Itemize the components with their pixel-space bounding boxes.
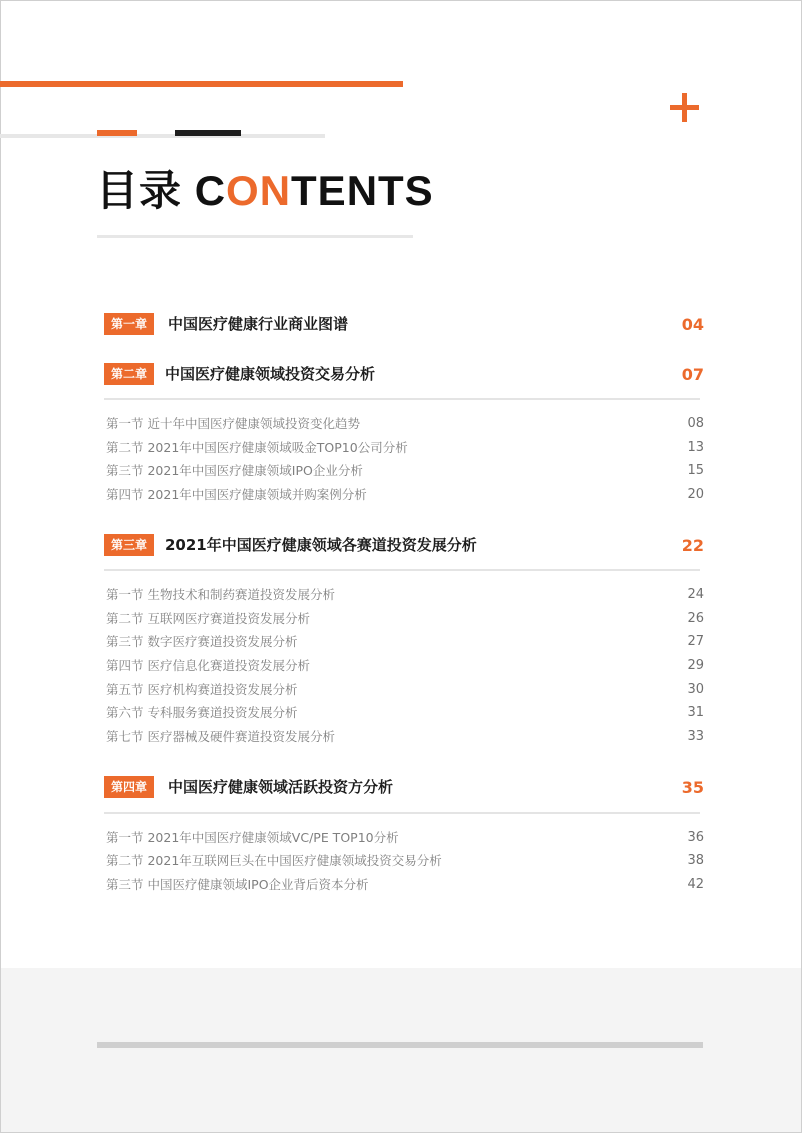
section-page-number: 27 (687, 634, 704, 649)
section-page-number: 13 (687, 440, 704, 455)
section-title[interactable]: 第三节 中国医疗健康领域IPO企业背后资本分析 (106, 877, 369, 892)
page-title-cn: 目录 (96, 167, 183, 214)
section-title[interactable]: 第六节 专科服务赛道投资发展分析 (106, 705, 298, 720)
top-accent-bar (0, 81, 403, 87)
chapter-badge: 第四章 (104, 776, 154, 798)
chapter-title[interactable]: 中国医疗健康行业商业图谱 (168, 315, 349, 333)
chapter-rule (104, 398, 700, 400)
toc-section[interactable] (106, 609, 704, 629)
section-page-number: 29 (687, 658, 704, 673)
chapter-page-number: 04 (681, 315, 704, 334)
section-title[interactable]: 第二节 2021年互联网巨头在中国医疗健康领域投资交易分析 (106, 853, 442, 868)
toc-section[interactable] (106, 414, 704, 434)
plus-icon (669, 92, 701, 124)
section-title[interactable]: 第四节 医疗信息化赛道投资发展分析 (106, 658, 310, 673)
header-accent-orange (97, 130, 137, 136)
section-page-number: 42 (687, 877, 704, 892)
section-page-number: 38 (687, 853, 704, 868)
toc-section[interactable] (106, 438, 704, 458)
toc-section[interactable] (106, 875, 704, 895)
toc-chapter[interactable] (104, 776, 704, 798)
section-page-number: 20 (687, 487, 704, 502)
page-title-en: CONTENTS (194, 167, 434, 214)
chapter-rule (104, 569, 700, 571)
section-page-number: 30 (687, 682, 704, 697)
section-page-number: 15 (687, 463, 704, 478)
toc-section[interactable] (106, 703, 704, 723)
toc-chapter[interactable] (104, 534, 704, 556)
section-page-number: 36 (687, 830, 704, 845)
section-title[interactable]: 第七节 医疗器械及硬件赛道投资发展分析 (106, 729, 335, 744)
section-page-number: 24 (687, 587, 704, 602)
section-page-number: 08 (687, 416, 704, 431)
chapter-title[interactable]: 中国医疗健康领域活跃投资方分析 (168, 778, 394, 796)
section-page-number: 33 (687, 729, 704, 744)
toc-section[interactable] (106, 461, 704, 481)
page-title (96, 164, 434, 218)
toc-section[interactable] (106, 828, 704, 848)
section-title[interactable]: 第一节 生物技术和制药赛道投资发展分析 (106, 587, 335, 602)
section-title[interactable]: 第三节 2021年中国医疗健康领域IPO企业分析 (106, 463, 363, 478)
chapter-title[interactable]: 2021年中国医疗健康领域各赛道投资发展分析 (165, 536, 477, 554)
toc-chapter[interactable] (104, 363, 704, 385)
section-title[interactable]: 第五节 医疗机构赛道投资发展分析 (106, 682, 298, 697)
section-title[interactable]: 第二节 2021年中国医疗健康领域吸金TOP10公司分析 (106, 440, 408, 455)
header-accent-black (175, 130, 241, 136)
toc-section[interactable] (106, 851, 704, 871)
chapter-badge: 第一章 (104, 313, 154, 335)
section-page-number: 26 (687, 611, 704, 626)
chapter-page-number: 07 (681, 365, 704, 384)
section-title[interactable]: 第四节 2021年中国医疗健康领域并购案例分析 (106, 487, 367, 502)
chapter-page-number: 35 (681, 778, 704, 797)
section-title[interactable]: 第三节 数字医疗赛道投资发展分析 (106, 634, 298, 649)
toc-section[interactable] (106, 656, 704, 676)
section-title[interactable]: 第二节 互联网医疗赛道投资发展分析 (106, 611, 310, 626)
chapter-page-number: 22 (681, 536, 704, 555)
chapter-title[interactable]: 中国医疗健康领域投资交易分析 (165, 365, 376, 383)
toc-section[interactable] (106, 727, 704, 747)
chapter-badge: 第二章 (104, 363, 154, 385)
toc-section[interactable] (106, 485, 704, 505)
section-title[interactable]: 第一节 2021年中国医疗健康领域VC/PE TOP10分析 (106, 830, 399, 845)
toc-section[interactable] (106, 632, 704, 652)
footer-rule (97, 1042, 703, 1048)
chapter-rule (104, 812, 700, 814)
header-gray-rule (0, 134, 325, 138)
toc-chapter[interactable] (104, 313, 704, 335)
toc-section[interactable] (106, 585, 704, 605)
section-title[interactable]: 第一节 近十年中国医疗健康领域投资变化趋势 (106, 416, 360, 431)
toc-section[interactable] (106, 680, 704, 700)
title-rule (97, 235, 413, 238)
footer-band (1, 968, 801, 1132)
section-page-number: 31 (687, 705, 704, 720)
chapter-badge: 第三章 (104, 534, 154, 556)
